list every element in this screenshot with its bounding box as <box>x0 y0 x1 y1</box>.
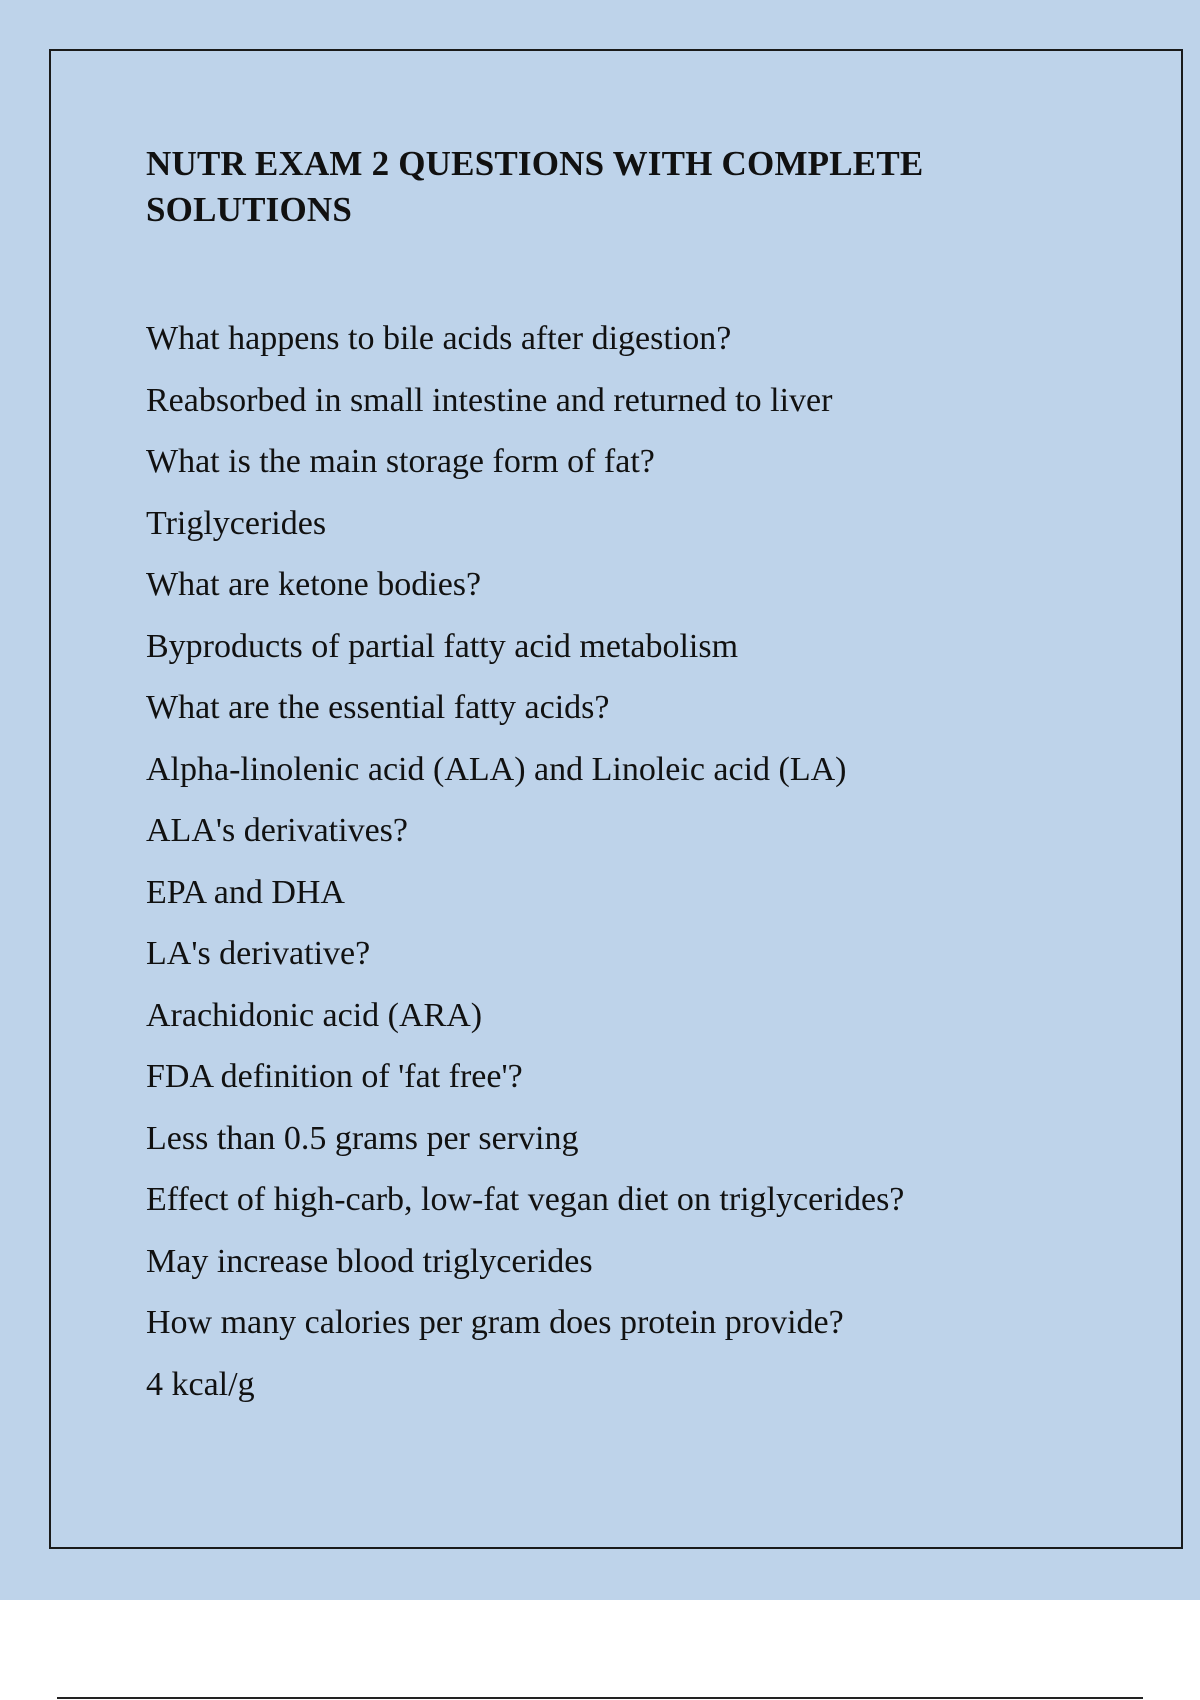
answer-line: Reabsorbed in small intestine and returned to liver <box>146 381 833 419</box>
answer-line: EPA and DHA <box>146 873 345 911</box>
bottom-divider <box>57 1697 1143 1699</box>
answer-line: May increase blood triglycerides <box>146 1242 593 1280</box>
document-title: NUTR EXAM 2 QUESTIONS WITH COMPLETE SOLUTIONS <box>146 144 924 229</box>
question-line: LA's derivative? <box>146 935 371 972</box>
question-line: What are the essential fatty acids? <box>146 689 610 726</box>
question-line: What happens to bile acids after digestion? <box>146 320 732 357</box>
question-line: ALA's derivatives? <box>146 812 408 849</box>
question-line: Effect of high-carb, low-fat vegan diet on triglycerides? <box>146 1181 905 1218</box>
answer-line: Arachidonic acid (ARA) <box>146 996 483 1034</box>
question-line: FDA definition of 'fat free'? <box>146 1058 523 1095</box>
question-answer-list <box>146 308 904 1415</box>
question-line: How many calories per gram does protein provide? <box>146 1304 844 1341</box>
answer-line: 4 kcal/g <box>146 1365 255 1403</box>
answer-line: Byproducts of partial fatty acid metabolism <box>146 627 739 665</box>
question-line: What is the main storage form of fat? <box>146 443 655 480</box>
question-line: What are ketone bodies? <box>146 566 482 603</box>
answer-line: Alpha-linolenic acid (ALA) and Linoleic acid (LA) <box>146 750 847 788</box>
answer-line: Less than 0.5 grams per serving <box>146 1119 579 1157</box>
answer-line: Triglycerides <box>146 504 327 542</box>
